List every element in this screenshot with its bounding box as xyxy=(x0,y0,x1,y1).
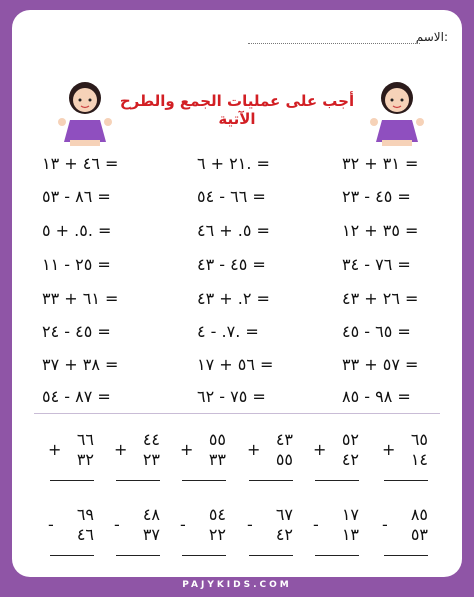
equation: ٢٦ + ٤٣ = xyxy=(342,289,419,308)
equation: ٩٨ - ٨٥ = xyxy=(342,387,411,406)
equation: ٣١ + ٣٢ = xyxy=(342,154,419,173)
top-number: ٥٤ xyxy=(208,505,226,524)
name-label: الاسم: xyxy=(415,30,448,44)
top-number: ٤٤ xyxy=(142,430,160,449)
vertical-subtraction-problem xyxy=(382,505,428,565)
vertical-subtraction-problem xyxy=(247,505,293,565)
answer-line xyxy=(50,555,94,556)
vertical-addition-problem xyxy=(313,430,359,490)
answer-line xyxy=(249,555,293,556)
vertical-addition-problem xyxy=(247,430,293,490)
answer-line xyxy=(116,480,160,481)
answer-line xyxy=(384,480,428,481)
bottom-number: ٤٢ xyxy=(341,450,359,469)
equation: ٧٦ - ٣٤ = xyxy=(342,255,411,274)
bottom-number: ١٣ xyxy=(341,525,359,544)
equation: ٣٥ + ١٢ = xyxy=(342,221,419,240)
top-number: ١٧ xyxy=(341,505,359,524)
bottom-number: ٣٢ xyxy=(76,450,94,469)
equation: ٣٨ + ٣٧ = xyxy=(42,355,119,374)
bottom-number: ٣٧ xyxy=(142,525,160,544)
vertical-subtraction-problem xyxy=(48,505,94,565)
equation: ٥. + ٤٦ = xyxy=(197,221,270,240)
equation: ٥٧ + ٣٣ = xyxy=(342,355,419,374)
operator: + xyxy=(180,440,194,459)
answer-line xyxy=(50,480,94,481)
answer-line xyxy=(182,555,226,556)
bottom-number: ٥٥ xyxy=(275,450,293,469)
equation: ٨٧ - ٥٤ = xyxy=(42,387,111,406)
answer-line xyxy=(315,555,359,556)
bottom-number: ١٤ xyxy=(410,450,428,469)
equation: ٤٦ + ١٣ = xyxy=(42,154,119,173)
equation: ٥٦ + ١٧ = xyxy=(197,355,274,374)
operator: - xyxy=(313,515,319,534)
bottom-number: ٥٣ xyxy=(410,525,428,544)
top-number: ٦٩ xyxy=(76,505,94,524)
top-number: ٤٨ xyxy=(142,505,160,524)
bottom-number: ٣٣ xyxy=(208,450,226,469)
answer-line xyxy=(116,555,160,556)
operator: + xyxy=(313,440,327,459)
operator: + xyxy=(382,440,396,459)
vertical-subtraction-problem xyxy=(114,505,160,565)
answer-line xyxy=(249,480,293,481)
top-number: ٦٥ xyxy=(410,430,428,449)
operator: - xyxy=(48,515,54,534)
vertical-subtraction-problem xyxy=(180,505,226,565)
vertical-addition-problem xyxy=(114,430,160,490)
answer-line xyxy=(315,480,359,481)
name-line[interactable] xyxy=(248,43,420,44)
top-number: ٥٢ xyxy=(341,430,359,449)
bottom-number: ٢٢ xyxy=(208,525,226,544)
operator: - xyxy=(180,515,186,534)
footer-site: PAJYKIDS.COM xyxy=(182,580,292,590)
top-number: ٨٥ xyxy=(410,505,428,524)
vertical-addition-problem xyxy=(180,430,226,490)
equation: ٤٥ - ٢٤ = xyxy=(42,322,111,341)
equation: ٥. + ٥. = xyxy=(42,221,112,240)
equation: ٨٦ - ٥٣ = xyxy=(42,187,111,206)
top-number: ٤٣ xyxy=(275,430,293,449)
bottom-number: ٢٣ xyxy=(142,450,160,469)
answer-line xyxy=(182,480,226,481)
equation: ٦٥ - ٤٥ = xyxy=(342,322,411,341)
section-divider xyxy=(34,413,440,414)
top-number: ٥٥ xyxy=(208,430,226,449)
bottom-number: ٤٦ xyxy=(76,525,94,544)
worksheet-title: أجب على عمليات الجمع والطرح الآتية xyxy=(119,92,355,128)
equation: ٧٥ - ٦٢ = xyxy=(197,387,266,406)
operator: + xyxy=(48,440,62,459)
equation: ٧. - ٤. = xyxy=(197,322,259,341)
name-row xyxy=(12,30,462,50)
equation: ٤٥ - ٢٣ = xyxy=(342,187,411,206)
top-number: ٦٦ xyxy=(76,430,94,449)
girl-illustration-left xyxy=(52,76,118,148)
operator: - xyxy=(382,515,388,534)
vertical-addition-problem xyxy=(382,430,428,490)
operator: - xyxy=(114,515,120,534)
answer-line xyxy=(384,555,428,556)
bottom-number: ٤٢ xyxy=(275,525,293,544)
equation: ٢. + ٤٣ = xyxy=(197,289,270,308)
girl-illustration-right xyxy=(364,76,430,148)
worksheet xyxy=(12,10,462,577)
equation: ٦٦ - ٥٤ = xyxy=(197,187,266,206)
equation: ٤٥ - ٤٣ = xyxy=(197,255,266,274)
top-number: ٦٧ xyxy=(275,505,293,524)
vertical-subtraction-problem xyxy=(313,505,359,565)
equation: ٢١ + ٦. = xyxy=(197,154,270,173)
equation: ٢٥ - ١١ = xyxy=(42,255,111,274)
vertical-addition-problem xyxy=(48,430,94,490)
equation: ٦١ + ٣٣ = xyxy=(42,289,119,308)
operator: + xyxy=(114,440,128,459)
operator: - xyxy=(247,515,253,534)
operator: + xyxy=(247,440,261,459)
